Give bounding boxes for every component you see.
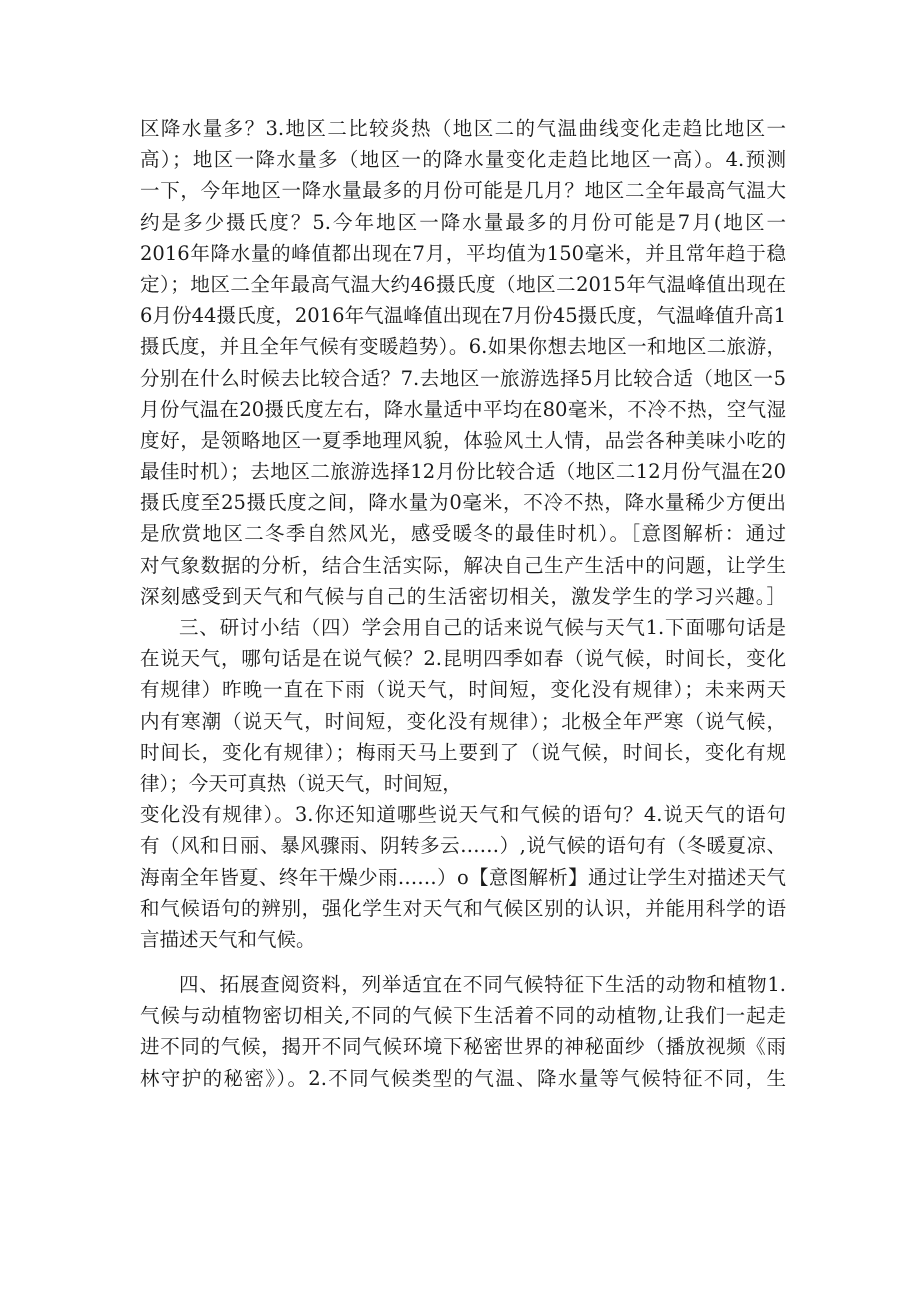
text-line: 变化没有规律）。3.你还知道哪些说天气和气候的语句？4.说天气的语句 — [140, 803, 786, 827]
text-line: 摄氏度至25摄氏度之间，降水量为0毫米，不冷不热，降水量稀少方便出 — [140, 491, 786, 515]
text-line: 有规律）昨晚一直在下雨（说天气，时间短，变化没有规律）；未来两天 — [140, 678, 786, 702]
text-line: 一下，今年地区一降水量最多的月份可能是几月？地区二全年最高气温大 — [140, 179, 786, 203]
text-line: 摄氏度，并且全年气候有变暖趋势）。6.如果你想去地区一和地区二旅游， — [140, 335, 786, 359]
text-line: 2016年降水量的峰值都出现在7月，平均值为150毫米，并且常年趋于稳 — [140, 241, 786, 265]
text-line: 月份气温在20摄氏度左右，降水量适中平均在80毫米，不冷不热，空气湿 — [140, 397, 786, 421]
text-line: 度好，是领略地区一夏季地理风貌，体验风土人情，品尝各种美味小吃的 — [140, 428, 786, 452]
text-line: 定）；地区二全年最高气温大约46摄氏度（地区二2015年气温峰值出现在 — [140, 272, 786, 296]
text-line: 海南全年皆夏、终年干燥少雨……）o【意图解析】通过让学生对描述天气 — [140, 865, 786, 889]
paragraph-extension-research — [140, 969, 786, 1094]
text-line: 和气候语句的辨别，强化学生对天气和气候区别的认识，并能用科学的语 — [140, 896, 786, 920]
text-line: 对气象数据的分析，结合生活实际，解决自己生产生活中的问题，让学生 — [140, 553, 786, 577]
text-line: 区降水量多？3.地区二比较炎热（地区二的气温曲线变化走趋比地区一 — [140, 117, 786, 140]
text-line: 约是多少摄氏度？5.今年地区一降水量最多的月份可能是7月(地区一 — [140, 210, 786, 234]
text-line: 深刻感受到天气和气候与自己的生活密切相关，激发学生的学习兴趣。］ — [140, 584, 786, 608]
paragraph-weather-data-analysis — [140, 113, 786, 612]
text-line: 在说天气，哪句话是在说气候？2.昆明四季如春（说气候，时间长，变化 — [140, 647, 786, 671]
text-line: 是欣赏地区二冬季自然风光，感受暖冬的最佳时机）。［意图解析：通过 — [140, 522, 786, 546]
text-line: 有（风和日丽、暴风骤雨、阴转多云……）,说气候的语句有（冬暖夏凉、 — [140, 834, 786, 858]
text-line: 林守护的秘密》）。2.不同气候类型的气温、降水量等气候特征不同，生 — [140, 1066, 786, 1090]
document-body — [140, 113, 786, 1094]
section-heading-line: 四、拓展查阅资料，列举适宜在不同气候特征下生活的动物和植物1. — [179, 973, 786, 997]
paragraph-weather-climate-phrases — [140, 799, 786, 955]
text-line: 最佳时机）；去地区二旅游选择12月份比较合适（地区二12月份气温在20 — [140, 460, 786, 484]
text-line: 分别在什么时候去比较合适？7.去地区一旅游选择5月比较合适（地区一5 — [140, 366, 786, 390]
text-line: 律）；今天可真热（说天气，时间短， — [140, 771, 462, 795]
section-heading-line: 三、研讨小结（四）学会用自己的话来说气候与天气1.下面哪句话是 — [179, 616, 786, 639]
text-line: 气候与动植物密切相关,不同的气候下生活着不同的动植物,让我们一起走 — [140, 1004, 786, 1028]
text-line: 言描述天气和气候。 — [140, 927, 316, 951]
text-line: 进不同的气候，揭开不同气候环境下秘密世界的神秘面纱（播放视频《雨 — [140, 1035, 786, 1059]
text-line: 时间长，变化有规律）；梅雨天马上要到了（说气候，时间长，变化有规 — [140, 740, 786, 764]
text-line: 6月份44摄氏度，2016年气温峰值出现在7月份45摄氏度，气温峰值升高1 — [140, 304, 786, 328]
text-line: 内有寒潮（说天气，时间短，变化没有规律）；北极全年严寒（说气候， — [140, 709, 786, 733]
text-line: 高）；地区一降水量多（地区一的降水量变化走趋比地区一高）。4.预测 — [140, 148, 786, 172]
paragraph-discussion-summary — [140, 612, 786, 799]
